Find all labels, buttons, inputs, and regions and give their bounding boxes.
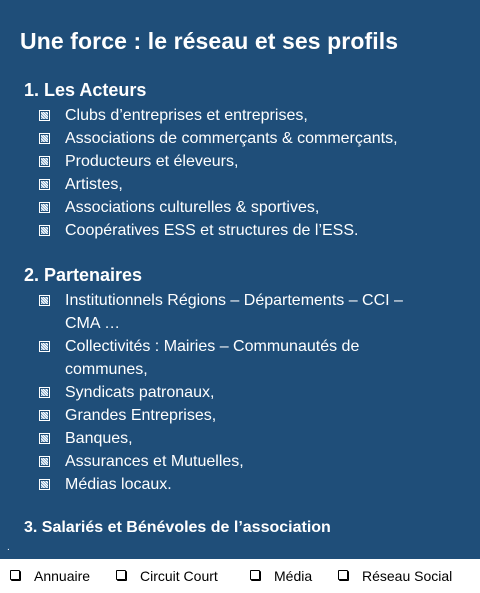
list-item: Grandes Entreprises, [38,404,403,427]
square-bullet-icon [39,156,50,167]
checkbox-icon [10,570,20,580]
square-bullet-icon [39,110,50,121]
square-bullet-icon [39,179,50,190]
list-item: Artistes, [38,173,398,196]
acteurs-list [38,104,398,242]
square-bullet-icon [39,133,50,144]
square-bullet-icon [39,433,50,444]
section-heading-acteurs: 1. Les Acteurs [24,80,147,100]
list-item: Collectivités : Mairies – Communautés de communes, [38,335,403,381]
list-item: Associations culturelles & sportives, [38,196,398,219]
footer-item-circuit-court[interactable]: Circuit Court [116,568,218,584]
square-bullet-icon [39,456,50,467]
footer-item-reseau-social[interactable]: Réseau Social [338,568,452,584]
footer-item-media[interactable]: Média [250,568,312,584]
checkbox-icon [338,570,348,580]
square-bullet-icon [39,202,50,213]
slide-title: Une force : le réseau et ses profils [20,28,399,54]
square-bullet-icon [39,387,50,398]
square-bullet-icon [39,479,50,490]
square-bullet-icon [39,410,50,421]
list-item: Coopératives ESS et structures de l’ESS. [38,219,398,242]
list-item: Institutionnels Régions – Départements – CCI – CMA … [38,289,403,335]
section-heading-salaries: 3. Salariés et Bénévoles de l’association [24,519,331,536]
dot-mark: . [7,542,10,553]
partenaires-list [38,289,403,496]
square-bullet-icon [39,341,50,352]
footer-bar [0,559,480,593]
checkbox-icon [250,570,260,580]
footer-item-annuaire[interactable]: Annuaire [10,568,90,584]
list-item: Banques, [38,427,403,450]
list-item: Producteurs et éleveurs, [38,150,398,173]
list-item: Associations de commerçants & commerçants, [38,127,398,150]
list-item: Syndicats patronaux, [38,381,403,404]
square-bullet-icon [39,295,50,306]
checkbox-icon [116,570,126,580]
square-bullet-icon [39,225,50,236]
list-item: Assurances et Mutuelles, [38,450,403,473]
list-item: Médias locaux. [38,473,403,496]
list-item: Clubs d’entreprises et entreprises, [38,104,398,127]
section-heading-partenaires: 2. Partenaires [24,265,143,285]
